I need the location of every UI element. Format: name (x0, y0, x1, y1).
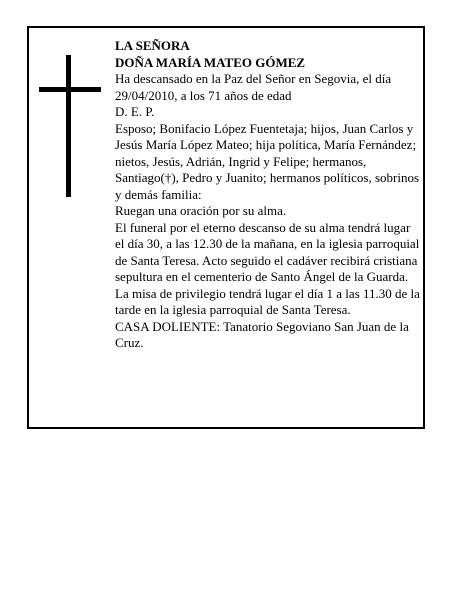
notice-header: LA SEÑORA (115, 38, 190, 53)
prayer-request: Ruegan una oración por su alma. (115, 203, 287, 218)
death-announcement: Ha descansado en la Paz del Señor en Segovia, el día 29/04/2010, a los 71 años de edad (115, 71, 392, 103)
cross-vertical-bar (66, 55, 71, 197)
deceased-name: DOÑA MARÍA MATEO GÓMEZ (115, 54, 306, 70)
rip-text: D. E. P. (115, 104, 155, 119)
mass-details: La misa de privilegio tendrá lugar el día 1 a las 11.30 de la tarde en la iglesia parroquial de Santa Teresa. (115, 285, 420, 317)
cross-horizontal-bar (39, 87, 101, 92)
mourning-house: CASA DOLIENTE: Tanatorio Segoviano San Juan de la Cruz. (115, 318, 409, 350)
funeral-details: El funeral por el eterno descanso de su alma tendrá lugar el día 30, a las 12.30 de la mañana, en la iglesia parroquial de Santa Teresa. Acto seguido el cadáver recibirá cristiana sepultura en el cementerio de Santo Ángel de la Guarda. (115, 219, 420, 284)
family-list: Esposo; Bonifacio López Fuentetaja; hijos, Juan Carlos y Jesús María López Mateo; hija política, María Fernández; nietos, Jesús, Adrián, Ingrid y Felipe; hermanos, Santiago(†), Pedro y Juanito; hermanos políticos, sobrinos y demás familia: (115, 120, 420, 202)
cross-icon (39, 55, 101, 197)
notice-text (115, 38, 421, 352)
obituary-notice (27, 26, 425, 429)
